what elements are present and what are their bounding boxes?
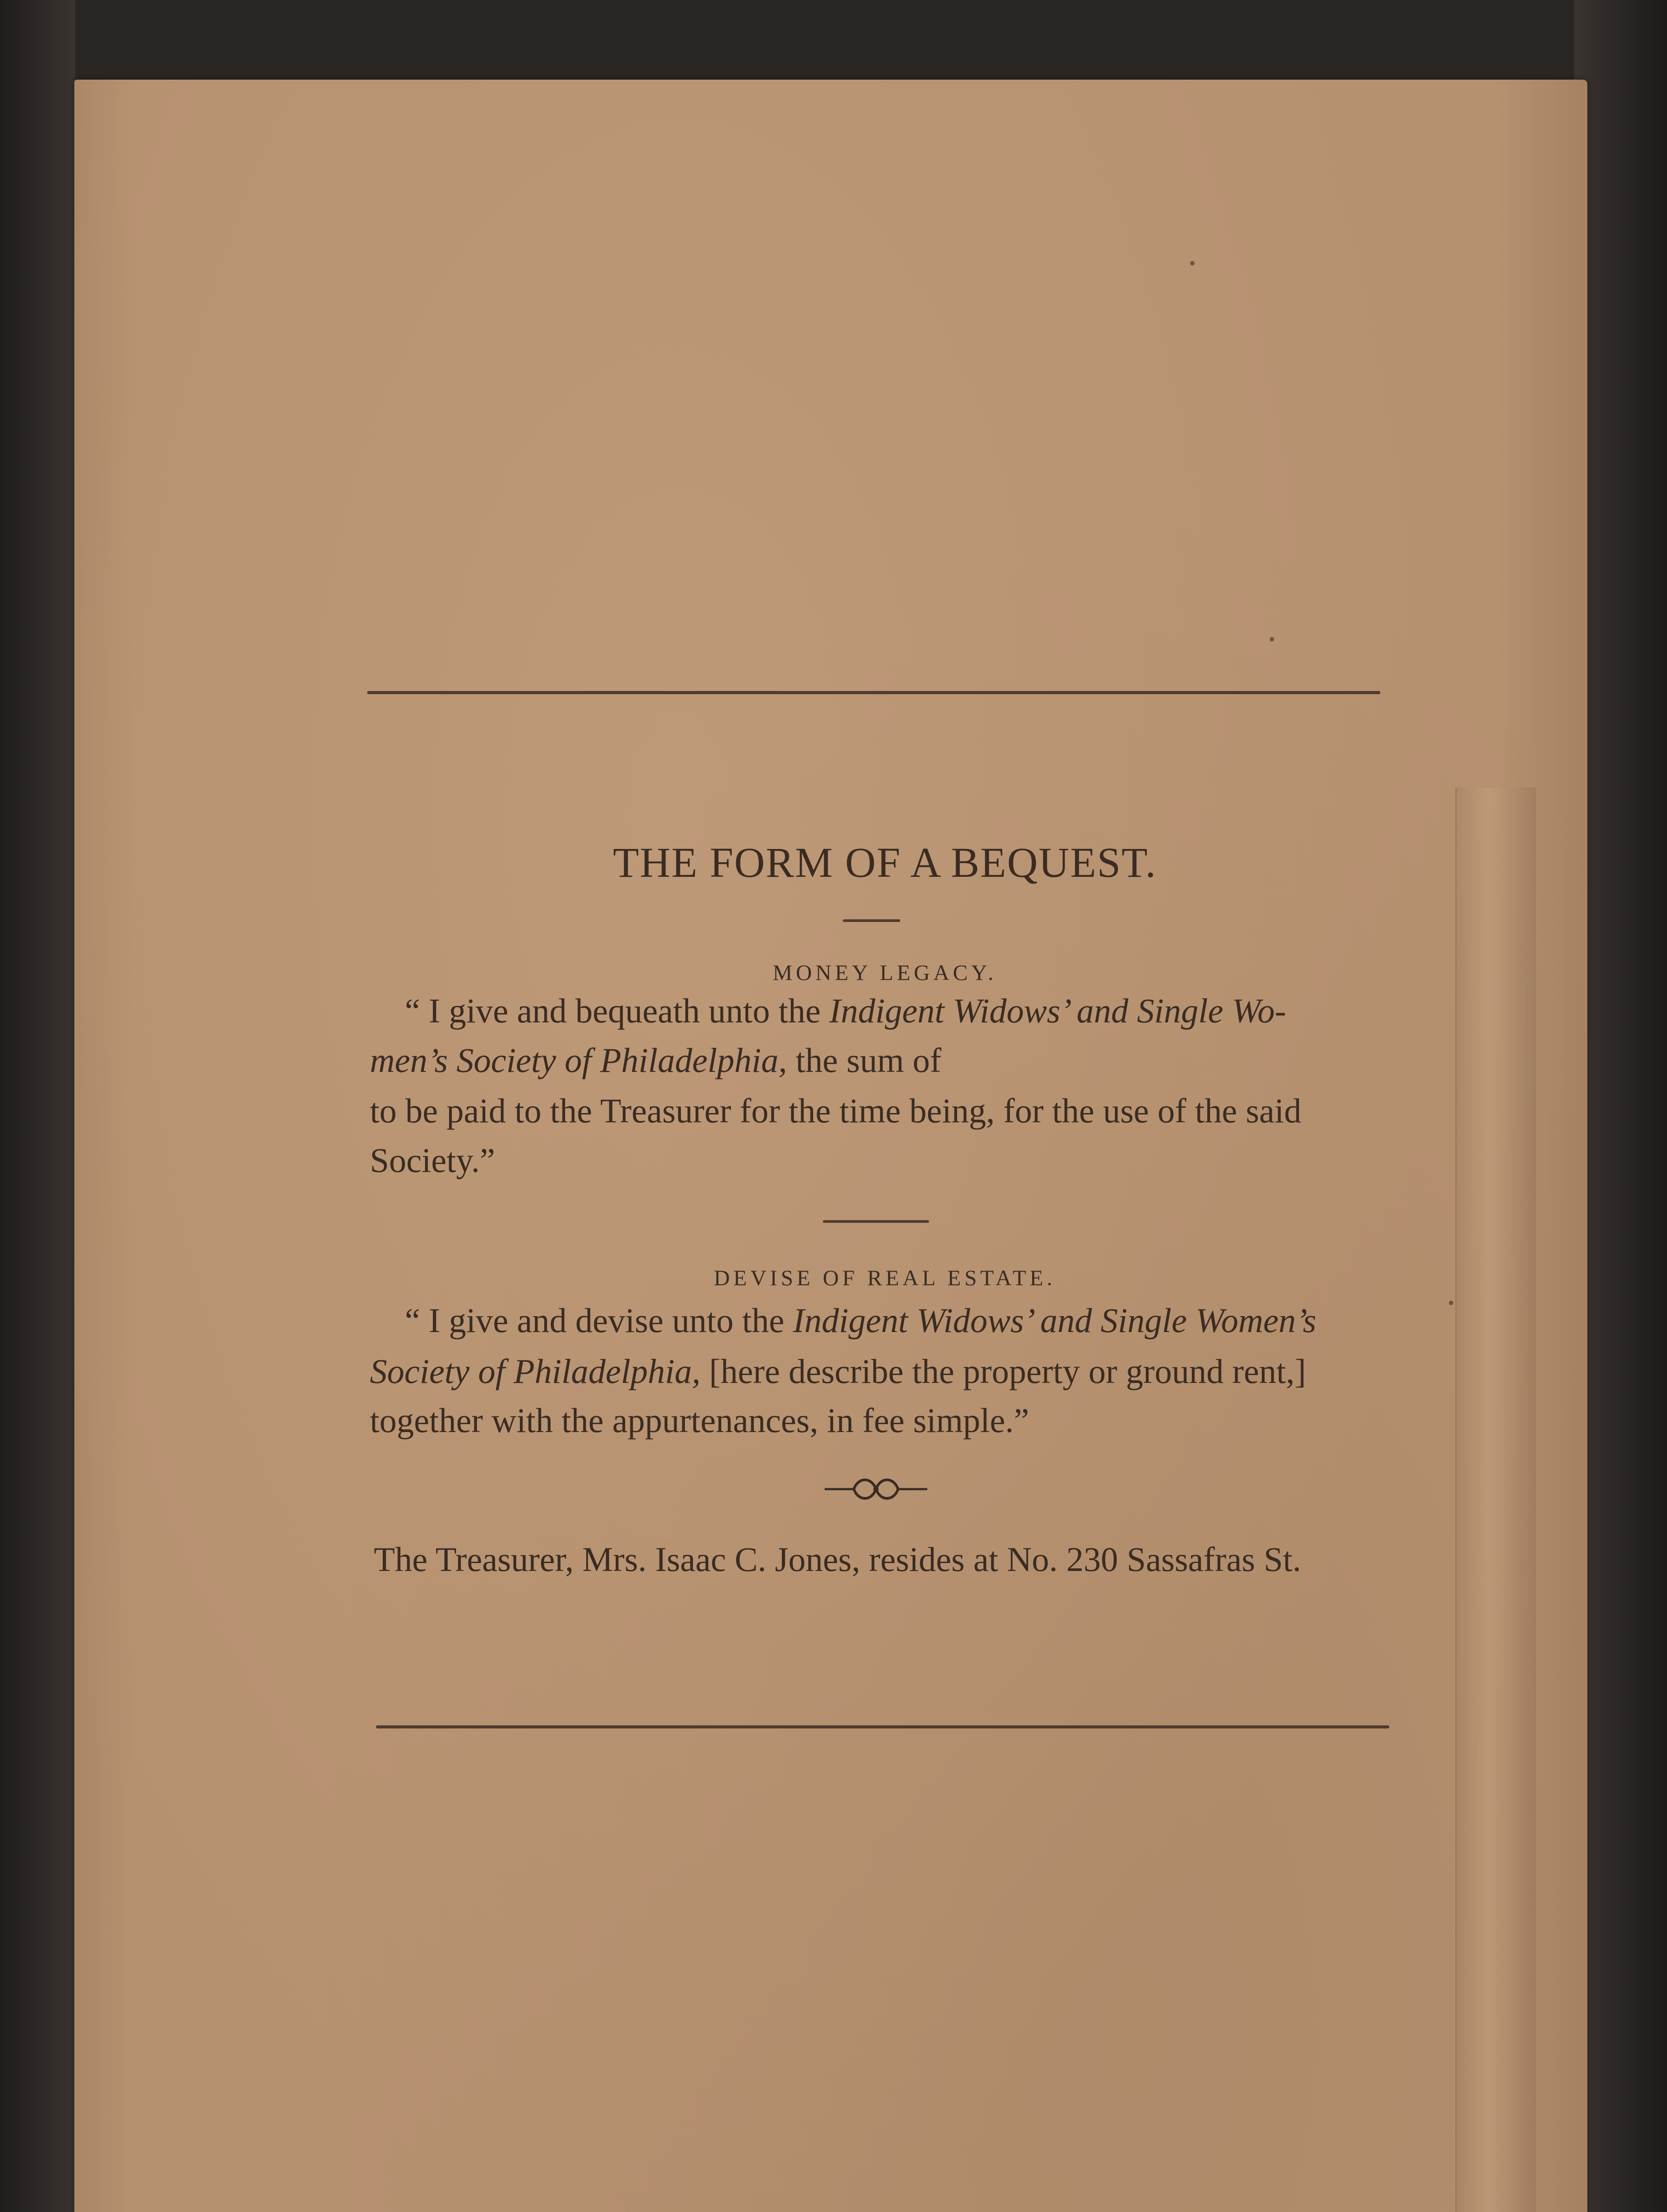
backdrop-right [1574,0,1667,2212]
devise-heading: DEVISE OF REAL ESTATE. [714,1265,1056,1290]
money-legacy-line-2: men’s Society of Philadelphia, the sum of [370,1041,941,1079]
title-underline [843,919,900,922]
money-legacy-heading: MONEY LEGACY. [772,960,997,985]
money-legacy-line-3: to be paid to the Treasurer for the time being, for the use of the said [370,1091,1302,1130]
paper-speck [1449,1301,1453,1305]
top-rule [367,691,1380,694]
devise-line-2: Society of Philadelphia, [here describe the property or ground rent,] [370,1352,1306,1390]
fleuron-ornament-icon [823,1471,929,1507]
money-legacy-line-4: Society.” [370,1141,495,1179]
money-legacy-line-1: “ I give and bequeath unto the Indigent Widows’ and Single Wo- [405,991,1287,1030]
section-divider [823,1220,929,1223]
page-title: THE FORM OF A BEQUEST. [613,839,1157,886]
backdrop-left [0,0,75,2212]
devise-line-3: together with the appurtenances, in fee simple.” [370,1401,1029,1440]
devise-line-1: “ I give and devise unto the Indigent Widows’ and Single Women’s [405,1301,1317,1340]
document-page [74,80,1587,2212]
treasurer-note: The Treasurer, Mrs. Isaac C. Jones, resides at No. 230 Sassafras St. [374,1540,1302,1578]
paper-speck [1190,261,1195,265]
bottom-rule [376,1725,1389,1728]
paper-speck [1270,637,1274,641]
page-fold [1456,787,1536,2212]
